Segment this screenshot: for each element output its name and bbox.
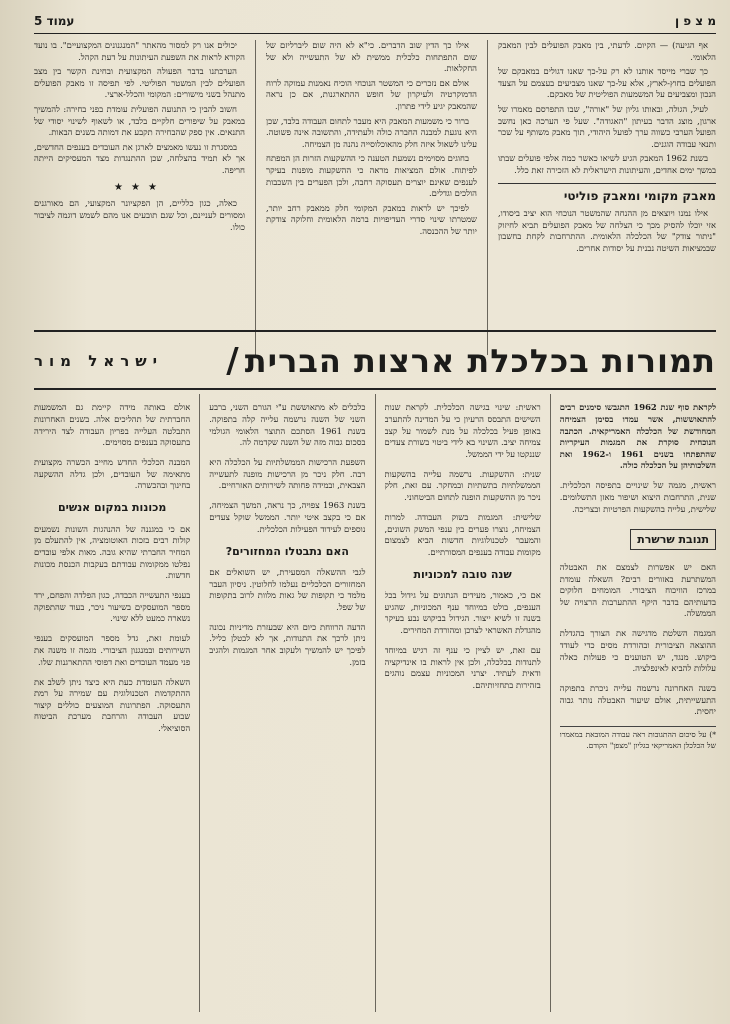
top-section bbox=[34, 40, 716, 355]
paragraph: ברור כי משמעות המאבק היא מעבר לתחום העבודה בלבד, שכן היא נוגעת למבנה החברה כולה ולעתידה, והתשובה אינה פשוטה. עלינו לשאול איזה חלק מהאוכלוסייה נהנה מן הצמיחה. bbox=[266, 115, 477, 149]
paragraph: הערכתנו בדבר הפעולה המקצועית ובחינת הקשר בין מצב הפועלים לבין המשטר הפוליטי. לפי תפיסה זו מאבק הפועלים מתנהל בשני מישורים: המקומי והכלל-ארצי. bbox=[34, 66, 245, 100]
header-rule bbox=[34, 33, 716, 34]
paragraph: אף הגיעה) — הקיום. לדעתי, בין מאבק הפועלים לבין המאבק הלאומי. bbox=[498, 40, 716, 62]
paragraph: אולם באותה מידה קיימת גם המשמעות החברתית של תהליכים אלה. בשנים האחרונות התבלטה העלייה בפריון העבודה לצד הירידה בתעסוקה בענפים מסוימים. bbox=[34, 402, 191, 448]
section-subhead: שנה טובה למכוניות bbox=[413, 567, 512, 581]
paragraph: בענפי התעשייה הכבדה, כגון הפלדה והפחם, ירד מספר המועסקים בשיעור ניכר, בעוד שהתפוקה נשארה כמעט ללא שינוי. bbox=[34, 590, 191, 624]
paragraph: במסגרת זו נעשו מאמצים לארגן את העובדים בענפים החדשים, אך לא תמיד בהצלחה, שכן ההתנגדות מצד המעסיקים הייתה חריפה. bbox=[34, 141, 245, 175]
paragraph: אולם אם נזכרים כי המשטר הנוכחי הוכיח נאמנות עמוקה לרוח הדמוקרטיה ולעיקרון של חופש ההתארגנות, אם כן נראה שהמאבק יגיע לידי פתרון. bbox=[266, 77, 477, 111]
article-column-2 bbox=[385, 394, 541, 1012]
paragraph: ראשית, מגמה של שינויים בתפיסה הכלכלית. שנית, התרחבות היצוא ושיפור מאזן התשלומים. שלישית, עלייה בהשקעות הפרטיות ובצריכה. bbox=[559, 480, 716, 514]
column-rule bbox=[375, 394, 376, 1012]
column-rule bbox=[199, 394, 200, 1012]
paragraph: בחוגים מסוימים נשמעת הטענה כי ההשקעות הזרות הן המפתח לפיתוח. אולם המציאות מראה כי ההשקעות מופנות בעיקר לענפים שאינם יוצרים תעסוקה רחבה, ולכן הפערים בין השכבות הולכים וגדלים. bbox=[266, 153, 477, 199]
paragraph: שנית: ההשקעות. נרשמה עלייה בהשקעות הממשלתיות בתשתיות ובמחקר. עם זאת, חלק ניכר מן ההשקעות הופנה לתחום הביטחוני. bbox=[384, 468, 541, 502]
paragraph: לעיל, הגולה, ובאותו גליון של "אורה", שבו התפרסם מאמרו של ארגון, מוצג הדבר בעיתון "האגודה". שעל פי הערכה כאן נחשב הפועל הערבי כשווה ערך לפועל היהודי, תוך מאבק משותף על שכר ותנאי עבודה הוגנים. bbox=[498, 103, 716, 149]
article-column-3 bbox=[209, 394, 365, 1012]
paragraph: לעומת זאת, גדל מספר המועסקים בענפי השירותים ובמנגנון הציבורי. מגמה זו משנה את פני מעמד העובדים ואת דפוסי ההתארגנות שלו. bbox=[34, 633, 191, 667]
boxed-subhead: תנובת שרשרת bbox=[630, 529, 716, 550]
top-column-3 bbox=[34, 40, 245, 355]
magazine-name: מ צ פ ן bbox=[674, 14, 716, 28]
paragraph: לפיכך יש לראות במאבק המקומי חלק ממאבק רחב יותר, שמטרתו שינוי סדרי העדיפויות ברמה הלאומית וחלוקה צודקת יותר של ההכנסה. bbox=[266, 202, 477, 236]
top-column-2 bbox=[266, 40, 477, 355]
article-column-4 bbox=[34, 394, 190, 1012]
paragraph: ראשית: שינוי בגישה הכלכלית. לקראת שנות השישים התבסס הרעיון כי על המדינה להתערב באופן פעיל בכלכלה על מנת לשמור על קצב צמיחה יציב. השינוי בא לידי ביטוי בשורת צעדים שננקטו על ידי הממשל. bbox=[384, 402, 541, 459]
top-column-1 bbox=[498, 40, 716, 355]
page-header bbox=[34, 10, 716, 32]
paragraph: בשנת 1962 המאבק הגיע לשיאו כאשר כמה אלפי פועלים שבתו במשך ימים אחדים, והעיתונות הישראלית לא הזכירה זאת כלל. bbox=[498, 153, 716, 175]
section-separator-stars: ★★★ bbox=[114, 181, 165, 193]
page-number: עמוד 5 bbox=[34, 14, 75, 28]
paragraph: אילו כך הדין שוב הדברים. כי"א לא היה שום ליברליזם של שום התפתחות כלכלית ממשית לא של התעשייה ולא של החקלאות. bbox=[266, 40, 477, 74]
paragraph: עם זאת, יש לציין כי ענף זה רגיש במיוחד לתנודות בכלכלה, ולכן אין לראות בו אינדיקציה ודאית לעתיד. יצרני המכוניות עצמם נוהגים בזהירות בתחזיותיהם. bbox=[384, 645, 541, 690]
paragraph: חשוב להבין כי התנועה הפועלית עומדת בפני בחירה: להמשיך במאבק על שיפורים חלקיים בלבד, או לשאוף לשינוי יסודי של התנאים. אין ספק שהבחירה תקבע את דמותה בשנים הבאות. bbox=[34, 103, 245, 138]
paragraph: אם כי במגננה של ההנהגות השונות נשמעים קולות רבים בזכות האוטומציה, אין להתעלם מן המחיר החברתי שהיא גובה. מאות אלפי עובדים נפלטו ממקומות עבודתם בעקבות הכנסת מכונות חדשות. bbox=[34, 523, 191, 581]
paragraph: כך שברי מייסד אותנו לא רק על-כך שאנו דגולים במאבקם של הפועלים בחוץ-לארץ, אלא על-כך שאנו מצביעים בעצמם על הצעד הנכון ומצביעים על המשמעות הפוליטית של מאבקם. bbox=[498, 66, 716, 100]
headline-title-group bbox=[218, 341, 716, 381]
section-subhead: מאבק מקומי ומאבק פוליטי bbox=[498, 183, 716, 205]
column-rule bbox=[255, 40, 256, 355]
paragraph: שלישית: המגמות בשוק העבודה. למרות הצמיחה, נוצרו פערים בין ענפי המשק השונים, והמעבר לטכנולוגיות חדשות הביא לצמצום מקומות עבודה בענפים המסורתיים. bbox=[384, 511, 541, 557]
headline-slash: / bbox=[226, 341, 240, 381]
paragraph: כלכלים לא מתאוששת ע"י הגורם השני, ברבע השני של השנה נרשמה עלייה קלה בתפוקה. בשנת 1961 הסתכם התוצר הלאומי הגולמי בסכום גבוה מזה של השנה שקדמה לה. bbox=[209, 402, 366, 448]
paragraph: אם כי, כאמור, מעידים הנתונים על גידול בכל הענפים, בולט במיוחד ענף המכוניות, שהגיע בשנה זו לשיא ייצור. הגידול בביקוש נבע בעיקר מהגדלת האשראי לצרכן ומהורדת המחירים. bbox=[384, 590, 541, 636]
headline-rule-bottom bbox=[34, 388, 716, 390]
section-subhead: מכונות במקום אנשים bbox=[57, 501, 167, 515]
paragraph: השאלה העומדת כעת היא כיצד ניתן לשלב את ההתקדמות הטכנולוגית עם שמירה על רמת התעסוקה. הפתרונות המוצעים כוללים קיצור שבוע העבודה והרחבת מערכת הביטוח הסוציאלי. bbox=[34, 676, 191, 733]
article-lead: לקראת סוף שנת 1962 התגבשו סימנים רבים להתאוששות, אשר עמדו בסימן הצמיחה המחודשת של הכלכלה האמריקאית. הכתבה הנוכחית סוקרת את המגמות העיקריות שהתפתחו בשנים 1961 ו-1962 ואת השלכותיהן על הכלכלה כולה. bbox=[559, 402, 716, 471]
paragraph: האם יש אפשרות לצמצם את האבטלה המשתרעת באזורים רבים? השאלה עומדת במרכז הוויכוח הציבורי. המומחים חלוקים בדעותיהם בדבר היקף ההתערבות הרצויה של הממשלה. bbox=[559, 562, 716, 619]
paragraph: יכולים אנו רק למסור מהאתר "המנגנונים המקצועיים". בו נועד הקורא לראות את השפעת העיתונות על דעת הקהל. bbox=[34, 40, 245, 62]
section-subhead: האם נתבטלו המחזורים? bbox=[225, 544, 349, 558]
column-rule bbox=[487, 40, 488, 355]
headline-rule-top bbox=[34, 330, 716, 332]
paragraph: לגבי ההשאלה המסעירת, יש השואלים אם המחזורים הכלכליים נעלמו לחלוטין. ניסיון העבר מלמד כי תקופות של גאות מלוות לרוב בתקופות של שפל. bbox=[209, 567, 366, 612]
paragraph: המבנה הכלכלי החדש מחייב הכשרה מקצועית מתאימה של העובדים, ולכן גדלה ההשקעה בחינוך ובהכשרה. bbox=[34, 457, 191, 491]
paragraph: בשנה האחרונה נרשמה עלייה ניכרת בתפוקה התעשייתית, אולם שיעור האבטלה נותר גבוה יחסית. bbox=[559, 683, 716, 717]
article-headline bbox=[34, 336, 716, 386]
paragraph: המגמה השלטת מדגישה את הצורך בהגדלת ההוצאה הציבורית ובהורדת מסים כדי לעודד ביקוש. מנגד, יש הטוענים כי פעולות כאלה עלולות להביא לאינפלציה. bbox=[559, 628, 716, 674]
paragraph: כאלה, כגון כלליים, הן הפקציונר המקצועי, הם מאורגנים ומסורים לעניינם, וכל שגם תובעים אנו מהם לשמש דוגמה לציבור כולו. bbox=[34, 198, 245, 232]
footnote: *) על סיכום ההתגובות ראה עבודה המובאת במאמרו של הכלכלן האמריקאי בגליון "מצפן" הקודם. bbox=[560, 726, 716, 751]
article-title: תמורות בכלכלת ארצות הברית bbox=[244, 342, 716, 380]
article-author: ישראל מור bbox=[34, 352, 164, 370]
article-column-1 bbox=[560, 394, 716, 1012]
article-body bbox=[34, 394, 716, 1012]
paragraph: הדעה הרווחת כיום היא שבעזרת מדיניות נכונה ניתן לרכך את התנודות, אך לא לבטלן כליל. לפיכך יש להמשיך ולעקוב אחר המגמות ולהגיב בזמן. bbox=[209, 621, 366, 667]
column-rule bbox=[550, 394, 551, 1012]
paragraph: בשנת 1963 צפויה, כך נראה, המשך הצמיחה, אם כי בקצב איטי יותר. הממשל שוקל צעדים נוספים לעידוד הפעילות הכלכלית. bbox=[209, 500, 366, 534]
paragraph: אילו נמנו ויוצאים מן ההנחה שהמשטר הנוכחי הוא יציב ביסודו, אזי יוכלו להסיק מכך כי הצלחה של מאבק הפועלים תביא לחיזוק "ניתור צודק" של הכלכלה הלאומית. ההתרחבות לקחת בחשבון שבמציאות השיטה נבנית על יסודות אחרים. bbox=[498, 208, 716, 253]
paragraph: השפעת הרכישות הממשלתיות על הכלכלה היא רבה. חלק ניכר מן הרכישות מופנה לתעשייה הצבאית, ובמידה פחותה לשירותים האזרחיים. bbox=[209, 457, 366, 491]
